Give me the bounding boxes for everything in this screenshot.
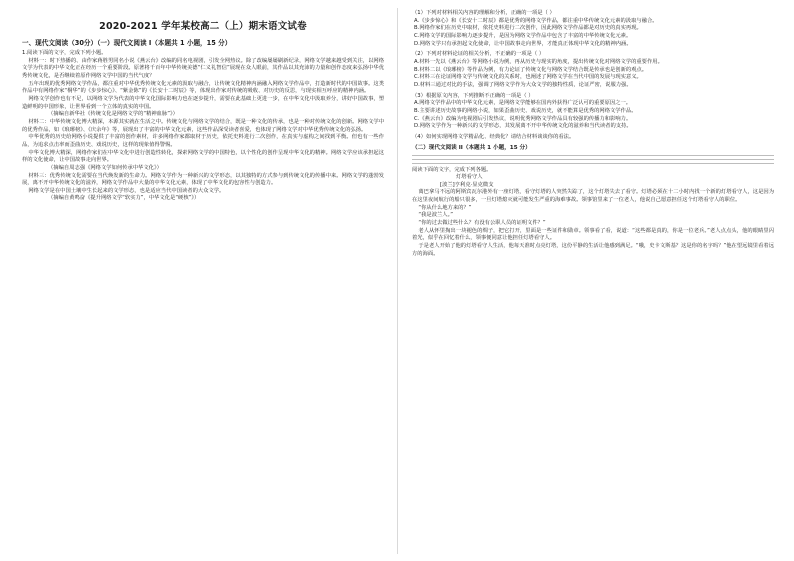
material-one-p2: 五年出现的优秀网络文学作品，都注重对中华优秀传统文化元素的汲取与融合，让传统文化精神内涵融入网络文学作品中，打造新时代的中国故事。这类作品中有网络作家“桐华”的《步步惊心》、“紫金陈”的《长安十二时辰》等，体现出作家对传统的吸收、对历史的反思，与现实相互呼应的精神内涵。 <box>22 80 384 95</box>
option-c: C.网络文学的国际影响力逐步提升，是因为网络文学作品中包含了丰富的中华传统文化元素。 <box>414 32 632 39</box>
story-dialogue: “你的过去做过些什么？有没有公职人员的证明文件？” <box>418 220 546 227</box>
option-a: A.网络文学作品中的中华文化元素，是网络文学能够在国内外获得广泛认可的重要原因之一。 <box>414 100 632 107</box>
section-heading: （二）现代文阅读 II（本题共 1 小题，15 分） <box>412 144 531 151</box>
right-column <box>412 10 774 258</box>
option-d: D.材料三通过对比的手法，强调了网络文学作为大众文学的独特性质，论证严密，说服力强。 <box>414 81 632 88</box>
option-b: B.材料二以《琅琊榜》等作品为例，有力论证了传统文化与网络文学结合既是传承也是创新的观点。 <box>414 66 648 73</box>
answer-line[interactable] <box>412 155 774 156</box>
story-paragraph: 老人从怀里掏出一块褪色的绸子，把它打开，里面是一些证件和勋章。领事看了看，说道：“这些都是真的，你是一位老兵。”老人点点头，他的眼睛里闪着光，似乎在回忆着什么，领事便同意让他担任灯塔看守人。 <box>412 227 774 242</box>
option-b: B.网络作家们在历史中取材，依托史料进行二次创作，因此网络文学作品都是对历史的真实再现。 <box>414 25 642 32</box>
option-a: A.《步步惊心》和《长安十二时辰》都是优秀的网络文学作品，都注重中华传统文化元素的汲取与融合。 <box>414 17 658 24</box>
material-source: （摘编自周志强《网络文学如何传承中华文化》） <box>48 164 162 171</box>
option-a: A.材料一先以《燕云台》等网络小说为例，再从历史与现实的角度，提出传统文化对网络文学的重要作用。 <box>414 58 663 65</box>
story-author: [波兰]亨利克·显克微支 <box>440 181 494 188</box>
left-column <box>22 10 384 203</box>
question-intro: 1.阅读下面的文字，完成下列小题。 <box>22 50 107 56</box>
question-1: （1）下列对材料相关内容的理解和分析，正确的一项是（ ） <box>412 10 555 16</box>
section-heading: 一、现代文阅读（30分）（一）现代文阅读 I（本题共 1 小题，15 分） <box>22 39 232 47</box>
story-paragraph: 离巴拿马不远的阿斯宾瓦尔港外有一座灯塔，看守灯塔的人突然失踪了，这个灯塔失去了看守。灯塔必须在十二小时内找一个新的灯塔看守人，这是因为在这里夜间航行的船只很多，一旦灯塔熄灭就可能发生严重的海难事故。领事馆里来了一位老人，他说自己愿意担任这个灯塔看守人的职位。 <box>412 189 774 204</box>
question-4: （4）如何实现网络文学精品化、经典化？请结合材料谈谈你的看法。 <box>412 133 575 140</box>
question-intro: 阅读下面的文字，完成下列各题。 <box>412 166 492 173</box>
story-title: 灯塔看守人 <box>456 174 483 181</box>
question-3: （3）根据原文内容，下列推断不正确的一项是（ ） <box>412 92 534 99</box>
answer-line[interactable] <box>412 159 774 160</box>
option-c: C.《燕云台》改编为电视剧后引发热议，说明优秀网络文学作品具有较强的传播力和影响力。 <box>414 115 632 122</box>
option-d: D.网络文学只有承担起文化使命，让中国故事走向世界，才能真正体现中华文化的精神内涵。 <box>414 40 632 47</box>
material-source: （摘编自黄鸣奋《提升网络文学“软实力”，中华文化是“硬核”》） <box>48 195 200 202</box>
material-source: （摘编自新华社《传统文化是网络文学的“精神血脉”》） <box>48 111 178 118</box>
material-two-p2: 中华优秀的历史给网络小说提供了丰富的创作素材，许多网络作家都取材于历史，依托史料进行二次创作，在真实与虚构之间找到平衡。但也有一些作品，为追求点击率而歪曲历史、戏说历史，这样的现象值得警惕。 <box>22 134 384 148</box>
material-one-p1: 材料一：时下热播的、由作家蒋胜男同名小说《燕云台》改编的同名电视剧，引发全网热议。除了改编屡屡刷新纪录，网络文学越来越受到关注，以网络文学为代表的中华文化正在经历一个重要阶段。原著将千百年中华传统美德“仁义礼智信”展现在众人眼前，其作品以其充沛的力量和创作态度来弘扬中华优秀传统文化，是否继续着原作网络文学中国的当代气度？ <box>22 57 384 79</box>
material-two-p1: 材料二：中华传统文化博大精深，本源其实就在生活之中。传统文化与网络文学的结合，既是一种文化的传承，也是一种对传统文化的创新。网络文学中的优秀作品，如《琅琊榜》、《庆余年》等，展现出了丰富的中华文化元素，这些作品深受读者喜爱，也体现了网络文学对中华优秀传统文化的弘扬。 <box>22 118 384 133</box>
option-b: B.主要讲述历史故事的网络小说，如果歪曲历史、戏说历史，就不能算是优秀的网络文学作品。 <box>414 107 637 114</box>
material-one-p3: 网络文学创作也有不足，以网络文学为代表的中华文化国际影响力也在逐步提升，需要在此基础上更进一步，在中华文化中汲取养分，讲好中国故事，塑造鲜明的中国形象，让世界看到一个立体的真实的中国。 <box>22 95 384 110</box>
question-2: （2）下列对材料论证的相关分析，不正确的一项是（ ） <box>412 51 545 58</box>
material-three-p2: 网络文学是在中国土壤中生长起来的文学形态，也是适应当代中国读者的大众文学。 <box>28 187 225 194</box>
column-divider <box>397 8 398 554</box>
story-paragraph: 于是老人开始了他的灯塔看守人生活，他每天准时点亮灯塔，这份平静的生活让他感到满足。“哦，史卡文斯基？这是你的名字吗？”他在望远镜里看着远方的海面。 <box>412 243 774 257</box>
answer-line[interactable] <box>412 163 774 164</box>
story-dialogue: “我是波兰人。” <box>418 212 453 219</box>
option-c: C.材料三在论证网络文学与传统文化的关系时，也阐述了网络文学在当代中国的发展与现实意义。 <box>414 74 642 81</box>
option-d: D.网络文学作为一种新兴的文学形态，其发展离不开中华传统文化的滋养和当代读者的支持。 <box>414 123 632 130</box>
story-dialogue: “你从什么地方来的？” <box>418 204 472 211</box>
exam-title: 2020-2021 学年某校高二（上）期末语文试卷 <box>99 21 307 32</box>
material-two-p3: 中华文化博大精深，网络作家们在中华文化中进行创造性转化，探索网络文学的中国特色，以个性化的创作呈现中华文化的精神。网络文学应该承担起这样的文化使命，让中国故事走向世界。 <box>22 149 384 164</box>
material-three-p1: 材料三：优秀传统文化需要在当代焕发新的生命力。网络文学作为一种新兴的文学形态，以其独特的方式参与到传统文化的传播中来。网络文学的蓬勃发展，离不开中华传统文化的滋养，网络文学作品中大量的中华文化元素，体现了中华文化的包容性与创造力。 <box>22 172 384 187</box>
